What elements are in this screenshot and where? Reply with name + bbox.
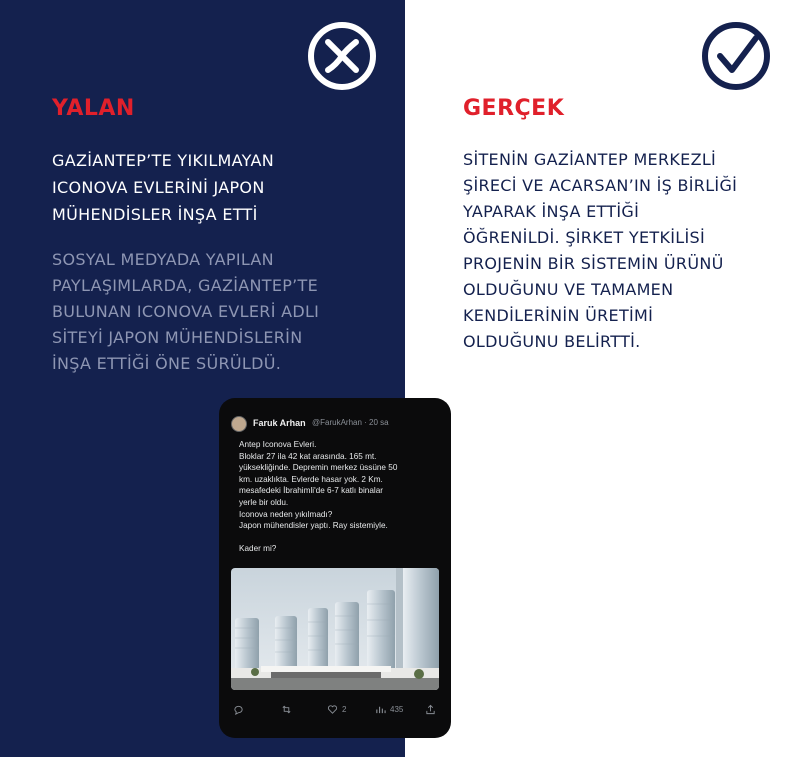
truth-text xyxy=(463,147,778,355)
tweet-line: mesafedeki İbrahimli'de 6-7 katlı binalar xyxy=(239,486,384,496)
truth-line: ÖĞRENİLDİ. ŞİRKET YETKİLİSİ xyxy=(463,228,705,247)
cross-circle-icon xyxy=(306,20,378,92)
bar-chart-icon xyxy=(375,704,386,715)
truth-line: KENDİLERİNİN ÜRETİMİ xyxy=(463,306,654,325)
tweet-line: Antep Iconova Evleri. xyxy=(239,440,317,449)
claim-detail xyxy=(52,247,387,377)
views-button[interactable] xyxy=(375,701,403,717)
tweet-line: yerle bir oldu. xyxy=(239,497,289,507)
check-circle-icon xyxy=(700,20,772,92)
tweet-header xyxy=(231,416,441,434)
tweet-author[interactable]: Faruk Arhan xyxy=(253,418,306,428)
claim-detail-line: PAYLAŞIMLARDA, GAZİANTEP’TE xyxy=(52,276,319,295)
claim-line: GAZİANTEP’TE YIKILMAYAN xyxy=(52,151,274,170)
share-button[interactable] xyxy=(425,701,436,717)
claim-line: MÜHENDİSLER İNŞA ETTİ xyxy=(52,205,258,224)
truth-line: ŞİRECİ VE ACARSAN’IN İŞ BİRLİĞİ xyxy=(463,176,738,195)
reply-button[interactable] xyxy=(233,701,244,717)
truth-line: SİTENİN GAZİANTEP MERKEZLİ xyxy=(463,150,717,169)
retweet-button[interactable] xyxy=(281,701,292,717)
tweet-line: yüksekliğinde. Depremin merkez üssüne 50 xyxy=(239,463,398,473)
tweet-line: Japon mühendisler yaptı. Ray sistemiyle. xyxy=(239,521,388,531)
claim-detail-line: SOSYAL MEDYADA YAPILAN xyxy=(52,250,274,269)
claim-detail-line: SİTEYİ JAPON MÜHENDİSLERİN xyxy=(52,328,303,347)
retweet-icon xyxy=(281,704,292,715)
claim-headline xyxy=(52,147,382,228)
tweet-line: Bloklar 27 ila 42 kat arasında. 165 mt. xyxy=(239,451,377,461)
false-verdict-label: YALAN xyxy=(52,96,135,121)
claim-detail-line: İNŞA ETTİĞİ ÖNE SÜRÜLDÜ. xyxy=(52,354,282,373)
tweet-line-gap xyxy=(239,532,444,544)
heart-icon xyxy=(327,704,338,715)
tweet-line: Iconova neden yıkılmadı? xyxy=(239,509,333,519)
truth-line: YAPARAK İNŞA ETTİĞİ xyxy=(463,202,640,221)
tweet-text xyxy=(239,439,444,555)
true-verdict-label: GERÇEK xyxy=(463,96,565,121)
truth-line: OLDUĞUNU VE TAMAMEN xyxy=(463,280,674,299)
claim-detail-line: BULUNAN ICONOVA EVLERİ ADLI xyxy=(52,302,320,321)
tweet-handle[interactable]: @FarukArhan · 20 sa xyxy=(312,418,389,427)
like-count: 2 xyxy=(342,704,347,714)
tweet-screenshot xyxy=(219,398,451,738)
tweet-actions xyxy=(231,701,439,717)
tweet-photo[interactable] xyxy=(231,568,439,690)
truth-line: OLDUĞUNU BELİRTTİ. xyxy=(463,332,641,351)
tweet-line: km. uzaklıkta. Evlerde hasar yok. 2 Km. xyxy=(239,474,383,484)
reply-icon xyxy=(233,704,244,715)
claim-line: ICONOVA EVLERİNİ JAPON xyxy=(52,178,265,197)
like-button[interactable] xyxy=(327,701,346,717)
avatar[interactable] xyxy=(231,416,247,432)
tweet-line: Kader mi? xyxy=(239,544,277,554)
view-count: 435 xyxy=(390,704,404,714)
share-icon xyxy=(425,704,436,715)
truth-line: PROJENİN BİR SİSTEMİN ÜRÜNÜ xyxy=(463,254,724,273)
